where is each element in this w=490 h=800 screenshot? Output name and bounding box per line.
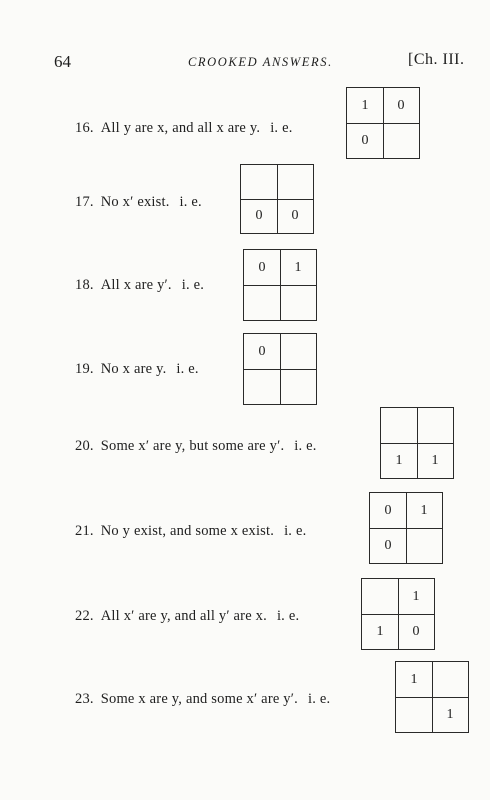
- diagram-cell: 0: [361, 132, 369, 148]
- ie-label: i. e.: [294, 438, 317, 454]
- diagram-cell: [244, 369, 280, 404]
- diagram-cell: 0: [255, 208, 263, 223]
- problem-statement: No x′ exist.: [100, 194, 170, 210]
- problem-21: [75, 523, 306, 540]
- problem-18: [75, 277, 204, 294]
- diagram-cell: [241, 165, 277, 199]
- chapter-marker: [Ch. III.: [408, 51, 465, 68]
- problem-statement: All y are x, and all x are y.: [100, 120, 261, 136]
- diagram-cell: 1: [431, 452, 439, 468]
- diagram-cell: [417, 408, 453, 443]
- diagram-cell: [280, 285, 316, 320]
- diagram-cell: 1: [412, 588, 420, 604]
- diagram-cell: 0: [412, 623, 420, 639]
- ie-label: i. e.: [276, 608, 300, 624]
- problem-23: [75, 691, 330, 708]
- problem-number: 23.: [75, 691, 94, 707]
- diagram-cell: [277, 165, 313, 199]
- diagram-cell: [280, 369, 316, 404]
- ie-label: i. e.: [307, 691, 331, 707]
- ie-label: i. e.: [284, 523, 307, 539]
- diagram-cell: [432, 662, 468, 697]
- problem-17: [75, 194, 202, 211]
- diagram-cell: 1: [395, 452, 403, 468]
- problem-statement: All x′ are y, and all y′ are x.: [100, 608, 267, 624]
- diagram-cell: 0: [384, 502, 392, 518]
- diagram-cell: 1: [294, 259, 302, 275]
- problem-number: 17.: [75, 194, 94, 210]
- problem-number: 18.: [75, 277, 94, 293]
- ie-label: i. e.: [181, 277, 205, 293]
- problem-20: [75, 438, 317, 455]
- problem-number: 16.: [75, 120, 94, 136]
- diagram-cell: 1: [446, 706, 454, 722]
- diagram-cell: 0: [258, 259, 266, 275]
- problem-statement: Some x′ are y, but some are y′.: [100, 438, 285, 454]
- biliteral-diagram: [240, 164, 314, 234]
- biliteral-diagram: [380, 407, 454, 479]
- problem-number: 22.: [75, 608, 94, 624]
- diagram-cell: 0: [397, 97, 405, 113]
- running-title: CROOKED ANSWERS.: [188, 55, 333, 69]
- biliteral-diagram: [395, 661, 469, 733]
- diagram-cell: [362, 579, 398, 614]
- diagram-cell: 0: [384, 537, 392, 553]
- problem-22: [75, 608, 299, 625]
- diagram-cell: [383, 123, 419, 158]
- problem-number: 20.: [75, 438, 94, 454]
- problem-16: [75, 120, 293, 137]
- problem-statement: All x are y′.: [100, 277, 172, 293]
- diagram-cell: [406, 528, 442, 563]
- problem-statement: Some x are y, and some x′ are y′.: [100, 691, 298, 707]
- page-number: 64: [54, 52, 71, 71]
- biliteral-diagram: [243, 333, 317, 405]
- problem-number: 21.: [75, 523, 94, 539]
- ie-label: i. e.: [176, 361, 199, 377]
- diagram-cell: 1: [361, 97, 369, 113]
- problem-number: 19.: [75, 361, 94, 377]
- diagram-cell: 1: [376, 623, 384, 639]
- diagram-cell: [280, 334, 316, 369]
- ie-label: i. e.: [179, 194, 202, 210]
- diagram-cell: 1: [420, 502, 428, 518]
- diagram-cell: 0: [258, 343, 266, 359]
- biliteral-diagram: [361, 578, 435, 650]
- problem-statement: No x are y.: [100, 361, 167, 377]
- biliteral-diagram: [243, 249, 317, 321]
- diagram-cell: [244, 285, 280, 320]
- diagram-cell: [381, 408, 417, 443]
- biliteral-diagram: [369, 492, 443, 564]
- problem-19: [75, 361, 199, 378]
- diagram-cell: 1: [410, 671, 418, 687]
- ie-label: i. e.: [270, 120, 293, 136]
- diagram-cell: [396, 697, 432, 732]
- biliteral-diagram: [346, 87, 420, 159]
- diagram-cell: 0: [291, 208, 299, 223]
- problem-statement: No y exist, and some x exist.: [100, 523, 275, 539]
